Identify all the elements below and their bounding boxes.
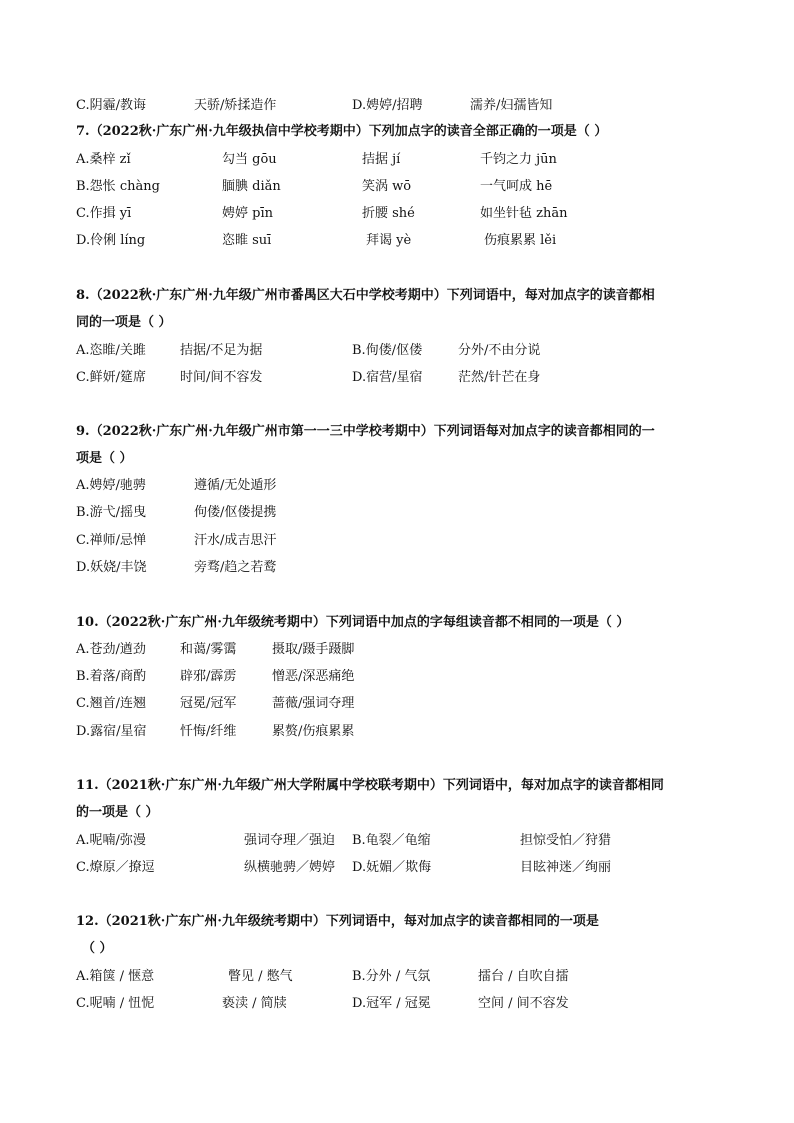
option-text: D.妩媚／欺侮 [352,860,432,875]
question-text: 12.（2021秋·广东广州·九年级统考期中）下列词语中，每对加点字的读音都相同的一项是 [76,914,599,929]
option-line [0,502,794,524]
option-text: 时间/间不容发 [180,370,263,385]
option-text: 娉婷 pīn [222,206,273,221]
option-text: D.露宿/星宿 [76,724,147,739]
option-text: 憎恶/深恶痛绝 [272,669,355,684]
option-text: C.鲜妍/筵席 [76,370,146,385]
option-line [0,721,794,743]
option-text: 瞥见 / 憋气 [228,969,293,984]
option-text: 拮据 jí [362,152,401,167]
option-text: 蔷薇/强词夺理 [272,696,355,711]
option-text: A.苍劲/遒劲 [76,642,146,657]
option-text: 空间 / 间不容发 [478,996,569,1011]
option-text: 摄取/蹑手蹑脚 [272,642,355,657]
option-line [0,530,794,552]
option-text: A.桑梓 zǐ [76,152,131,167]
question-stem-line [0,612,794,634]
option-text: 冠冕/冠军 [180,696,237,711]
option-text: 折腰 shé [362,206,415,221]
option-text: 分外/不由分说 [458,343,541,358]
option-text: 勾当 gōu [222,152,277,167]
option-text: 拜谒 yè [366,233,412,248]
option-line [0,993,794,1015]
question-text: 11.（2021秋·广东广州·九年级广州大学附属中学校联考期中）下列词语中，每对加点字的读音都相同 [76,778,664,793]
option-text: B.怨怅 chàng [76,179,160,194]
option-text: 天骄/矫揉造作 [194,98,277,113]
option-text: 汗水/成吉思汗 [194,533,277,548]
question-text: 9.（2022秋·广东广州·九年级广州市第一一三中学校考期中）下列词语每对加点字的读音都相同的一 [76,424,655,439]
option-text: C.禅师/忌惮 [76,533,146,548]
option-line [0,203,794,225]
option-line [0,666,794,688]
option-text: 担惊受怕／狩猎 [520,833,612,848]
option-line [0,176,794,198]
option-text: A.娉婷/驰骋 [76,478,146,493]
option-text: D.娉婷/招聘 [352,98,423,113]
option-text: 辟邪/霹雳 [180,669,237,684]
question-text: 7.（2022秋·广东广州·九年级执信中学校考期中）下列加点字的读音全部正确的一项是（ ） [76,124,608,139]
option-text: A.呢喃/弥漫 [76,833,146,848]
option-text: B.佝偻/伛偻 [352,343,423,358]
option-text: D.妖娆/丰饶 [76,560,147,575]
question-stem-line [0,421,794,443]
option-line [0,230,794,252]
question-text: 的一项是（ ） [76,805,159,820]
option-text: 擂台 / 自吹自擂 [478,969,569,984]
option-text: B.游弋/摇曳 [76,505,147,520]
option-text: D.冠军 / 冠冕 [352,996,431,1011]
question-text: 项是（ ） [76,451,133,466]
option-text: 伤痕累累 lěi [484,233,557,248]
option-text: 千钧之力 jūn [480,152,557,167]
option-text: 纵横驰骋／娉婷 [244,860,336,875]
question-text: （ ） [82,941,113,956]
option-text: 亵渎 / 简牍 [222,996,287,1011]
option-text: C.呢喃 / 忸怩 [76,996,155,1011]
question-text: 10.（2022秋·广东广州·九年级统考期中）下列词语中加点的字每组读音都不相同的一项是（ ） [76,615,630,630]
question-stem-line [0,312,794,334]
option-line [0,557,794,579]
question-stem-line [0,285,794,307]
option-text: 累赘/伤痕累累 [272,724,355,739]
question-stem-line [0,775,794,797]
option-line [0,693,794,715]
option-line [0,857,794,879]
option-text: B.分外 / 气氛 [352,969,431,984]
option-text: 忏悔/纤维 [180,724,237,739]
option-text: 腼腆 diǎn [222,179,281,194]
question-stem-line [0,802,794,824]
option-text: 佝偻/伛偻提携 [194,505,277,520]
option-text: B.着落/商酌 [76,669,147,684]
option-line [0,830,794,852]
option-text: 如坐针毡 zhān [480,206,568,221]
option-text: A.箱箧 / 惬意 [76,969,155,984]
question-stem-line [0,911,794,933]
question-stem-line [0,448,794,470]
option-text: 濡养/妇孺皆知 [470,98,553,113]
option-text: 旁骛/趋之若鹜 [194,560,277,575]
option-text: 恣睢 suī [222,233,272,248]
question-stem-line [0,938,794,960]
option-text: C.翘首/连翘 [76,696,146,711]
option-text: 目眩神迷／绚丽 [520,860,612,875]
option-text: 笑涡 wō [362,179,412,194]
option-line [0,966,794,988]
option-text: C.阴霾/教诲 [76,98,146,113]
option-text: C.燎原／撩逗 [76,860,155,875]
option-text: A.恣睢/关雎 [76,343,146,358]
option-line [0,95,794,117]
option-text: C.作揖 yī [76,206,132,221]
option-text: 茫然/针芒在身 [458,370,541,385]
option-line [0,367,794,389]
option-text: 和蔼/雾霭 [180,642,237,657]
question-text: 8.（2022秋·广东广州·九年级广州市番禺区大石中学校考期中）下列词语中，每对加点字的读音都相 [76,288,655,303]
option-text: 拮据/不足为据 [180,343,263,358]
question-text: 同的一项是（ ） [76,315,172,330]
option-line [0,149,794,171]
option-line [0,475,794,497]
option-text: 遵循/无处遁形 [194,478,277,493]
option-line [0,340,794,362]
option-text: D.宿营/星宿 [352,370,423,385]
option-line [0,639,794,661]
option-text: 强词夺理／强迫 [244,833,336,848]
option-text: B.龟裂／龟缩 [352,833,431,848]
option-text: 一气呵成 hē [480,179,553,194]
option-text: D.伶俐 líng [76,233,146,248]
question-stem-line [0,121,794,143]
